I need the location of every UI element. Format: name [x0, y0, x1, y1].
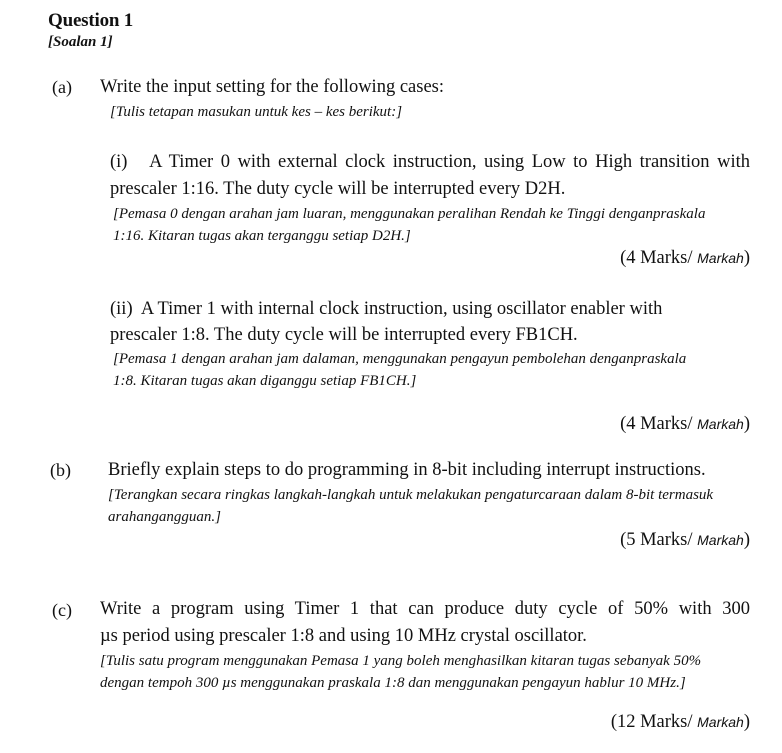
marks-my: Markah	[697, 416, 744, 432]
marks-close: )	[743, 414, 750, 434]
marks-my: Markah	[697, 714, 744, 730]
part-a-label: (a)	[52, 77, 72, 97]
question-subtitle: [Soalan 1]	[48, 34, 113, 50]
marks-my: Markah	[697, 532, 744, 548]
sub-ii-text-en-line2: prescaler 1:8. The duty cycle will be interrupted every FB1CH.	[110, 325, 578, 345]
marks-en: (12 Marks/	[610, 712, 698, 732]
marks-close: )	[743, 530, 750, 550]
part-c-marks	[611, 712, 750, 733]
sub-i-text-my-line2: 1:16. Kitaran tugas akan terganggu setiap D2H.]	[113, 228, 411, 244]
part-a-text-en: Write the input setting for the following cases:	[100, 77, 444, 97]
sub-ii-marks	[620, 414, 750, 435]
part-c-text-my-line2: dengan tempoh 300 µs menggunakan praskala 1:8 dan menggunakan pengayun hablur 10 MHz.]	[100, 675, 686, 691]
part-b-marks	[620, 530, 750, 551]
part-b-text-my-line1: [Terangkan secara ringkas langkah-langkah untuk melakukan pengaturcaraan dalam 8-bit termasuk	[108, 487, 714, 503]
sub-i-text-en-line2: prescaler 1:16. The duty cycle will be interrupted every D2H.	[110, 179, 566, 199]
part-b-label: (b)	[50, 460, 71, 480]
part-b-text-en: Briefly explain steps to do programming in 8-bit including interrupt instructions.	[108, 460, 706, 480]
sub-i-text-en-line1: (i) A Timer 0 with external clock instruction, using Low to High transition with	[110, 152, 750, 172]
sub-i-text-my-line1: [Pemasa 0 dengan arahan jam luaran, menggunakan peralihan Rendah ke Tinggi denganpraskala	[113, 206, 706, 222]
part-a-text-my: [Tulis tetapan masukan untuk kes – kes berikut:]	[110, 104, 403, 120]
part-c-text-en-line2: µs period using prescaler 1:8 and using 10 MHz crystal oscillator.	[100, 626, 587, 646]
marks-my: Markah	[697, 250, 744, 266]
part-c-text-en-line1: Write a program using Timer 1 that can produce duty cycle of 50% with 300	[100, 599, 750, 619]
part-c-text-my-line1: [Tulis satu program menggunakan Pemasa 1 yang boleh menghasilkan kitaran tugas sebanyak 50%	[100, 653, 702, 669]
sub-ii-text-my-line2: 1:8. Kitaran tugas akan diganggu setiap FB1CH.]	[113, 373, 417, 389]
marks-en: (4 Marks/	[620, 248, 698, 268]
marks-en: (4 Marks/	[620, 414, 698, 434]
marks-en: (5 Marks/	[620, 530, 698, 550]
part-c-label: (c)	[52, 600, 72, 620]
sub-ii-text-en-line1: (ii) A Timer 1 with internal clock instruction, using oscillator enabler with	[110, 299, 663, 319]
sub-i-marks	[620, 248, 750, 269]
marks-close: )	[743, 248, 750, 268]
sub-ii-text-my-line1: [Pemasa 1 dengan arahan jam dalaman, menggunakan pengayun pembolehan denganpraskala	[113, 351, 687, 367]
marks-close: )	[743, 712, 750, 732]
part-b-text-my-line2: arahangangguan.]	[108, 509, 221, 525]
question-title: Question 1	[48, 10, 134, 31]
